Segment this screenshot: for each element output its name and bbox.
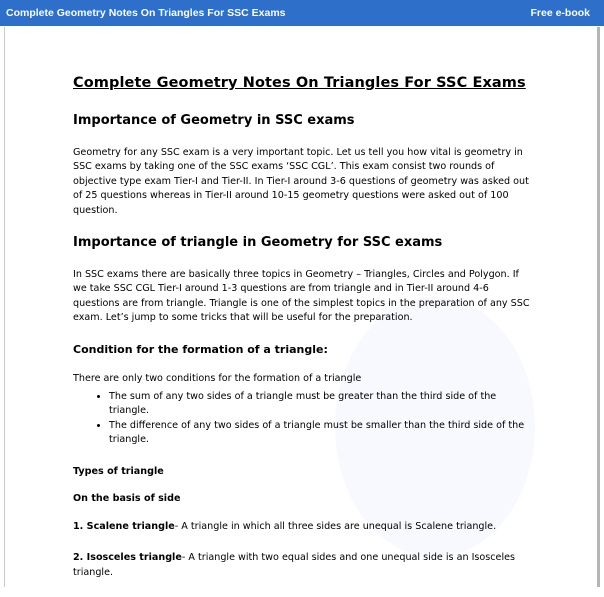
condition-intro: There are only two conditions for the formation of a triangle (73, 372, 362, 384)
document-title: Complete Geometry Notes On Triangles For SSC Exams (73, 75, 526, 91)
scalene-text: - A triangle in which all three sides are unequal is Scalene triangle. (174, 520, 497, 532)
banner-title: Complete Geometry Notes On Triangles For SSC Exams (6, 7, 286, 19)
section-paragraph-importance-triangle: In SSC exams there are basically three topics in Geometry – Triangles, Circles and Polygon. If we take SSC CGL Tier-I around 1-3 questions are from triangle and in Tier-II around 4-6 questions are from triangle. Triangle is one of the simplest topics in the preparation of any SSC exam. Let’s jump to some tricks that will be useful for the preparation. (73, 269, 530, 324)
list-item: • The sum of any two sides of a triangle must be greater than the third side of the triangle. (109, 390, 533, 419)
section-heading-importance-geometry: Importance of Geometry in SSC exams (73, 113, 355, 128)
section-paragraph-importance-geometry: Geometry for any SSC exam is a very important topic. Let us tell you how vital is geometry in SSC exams by taking one of the SSC exams ‘SSC CGL’. This exam consist two rounds of objective type exam Tier-I and Tier-II. In Tier-I around 3-6 questions of geometry was asked out of 25 questions whereas in Tier-II around 10-15 geometry questions were asked out of 100 question. (73, 147, 529, 216)
document-page (4, 27, 600, 587)
isosceles-definition (73, 551, 533, 580)
isosceles-label: 2. Isosceles triangle (73, 552, 182, 564)
section-heading-formation-condition: Condition for the formation of a triangle: (73, 342, 328, 356)
top-banner (0, 0, 604, 26)
section-heading-importance-triangle: Importance of triangle in Geometry for SSC exams (73, 235, 443, 251)
free-ebook-badge: Free e-book (530, 7, 590, 19)
scalene-label: 1. Scalene triangle (73, 520, 175, 532)
isosceles-text: - A triangle with two equal sides and one unequal side is an Isosceles triangle. (73, 552, 516, 578)
types-heading: Types of triangle (73, 465, 164, 477)
basis-heading: On the basis of side (73, 492, 181, 504)
condition-list (73, 390, 533, 448)
scalene-definition (73, 520, 533, 534)
list-item: • The difference of any two sides of a triangle must be smaller than the third side of the triangle. (109, 419, 533, 448)
document-content (73, 75, 533, 597)
